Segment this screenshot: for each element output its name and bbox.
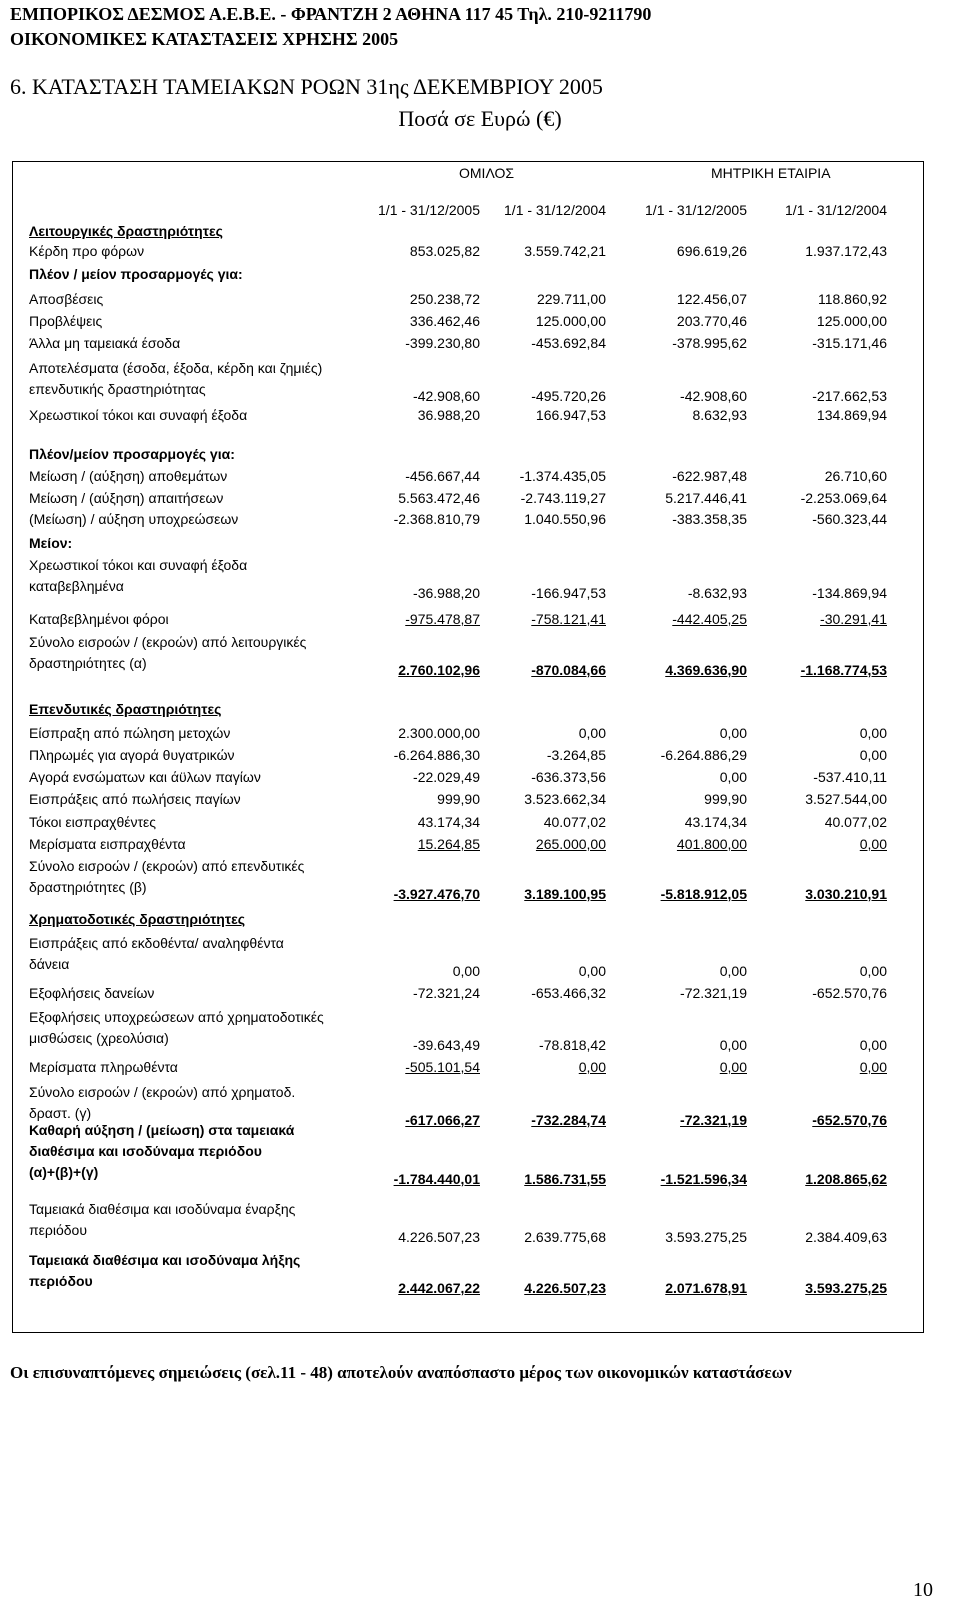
footer-note: Οι επισυναπτόμενες σημειώσεις (σελ.11 - 48) αποτελούν αναπόσπαστο μέρος των οικονομικών καταστάσεων — [10, 1363, 792, 1382]
row-value: 1.040.550,96 — [524, 511, 606, 527]
row-label: Πλέον/μείον προσαρμογές για: — [29, 446, 235, 462]
row-value: -732.284,74 — [531, 1112, 606, 1128]
row-label: δάνεια — [29, 956, 70, 972]
row-value: 0,00 — [859, 836, 887, 852]
row-label: επενδυτικής δραστηριότητας — [29, 381, 206, 397]
row-value: 134.869,94 — [816, 407, 887, 423]
company-header: ΕΜΠΟΡΙΚΟΣ ΔΕΣΜΟΣ Α.Ε.Β.Ε. - ΦΡΑΝΤΖΗ 2 ΑΘΗΝΑ 117 45 Τηλ. 210-9211790 — [10, 4, 652, 24]
currency-subtitle: Ποσά σε Ευρώ (€) — [398, 106, 562, 131]
row-value: 0,00 — [859, 725, 887, 741]
row-value: 0,00 — [719, 1037, 747, 1053]
row-value: 125.000,00 — [535, 313, 606, 329]
row-value: -72.321,19 — [680, 985, 747, 1001]
row-label: Καταβεβλημένοι φόροι — [29, 611, 169, 627]
cash-flow-table — [12, 161, 924, 1333]
row-value: -6.264.886,29 — [660, 747, 747, 763]
row-label: Ταμειακά διαθέσιμα και ισοδύναμα λήξης — [29, 1252, 301, 1268]
row-label: Κέρδη προ φόρων — [29, 243, 145, 259]
row-label: δραστηριότητες (α) — [29, 655, 147, 671]
row-label: Χρεωστικοί τόκοι και συναφή έξοδα — [29, 557, 248, 573]
row-value: 401.800,00 — [676, 836, 747, 852]
row-label: Σύνολο εισροών / (εκροών) από λειτουργικές — [29, 634, 307, 650]
period-header: 1/1 - 31/12/2005 — [645, 202, 747, 218]
row-value: 8.632,93 — [692, 407, 747, 423]
row-value: -622.987,48 — [672, 468, 747, 484]
row-value: 999,90 — [704, 791, 747, 807]
row-value: -134.869,94 — [812, 585, 887, 601]
row-label: μισθώσεις (χρεολύσια) — [29, 1030, 169, 1046]
row-value: 0,00 — [578, 1059, 606, 1075]
row-value: -3.927.476,70 — [393, 886, 480, 902]
row-value: 203.770,46 — [676, 313, 747, 329]
row-value: 40.077,02 — [824, 814, 887, 830]
period-header: 1/1 - 31/12/2004 — [785, 202, 887, 218]
row-label: Άλλα μη ταμειακά έσοδα — [29, 335, 181, 351]
row-value: 0,00 — [859, 1059, 887, 1075]
row-value: 5.217.446,41 — [665, 490, 747, 506]
row-value: -3.264,85 — [546, 747, 606, 763]
row-value: 0,00 — [452, 963, 480, 979]
row-label: Εξοφλήσεις δανείων — [29, 985, 155, 1001]
group-header-omilos: ΟΜΙΛΟΣ — [459, 165, 515, 181]
row-value: -453.692,84 — [531, 335, 606, 351]
row-value: -560.323,44 — [812, 511, 887, 527]
row-value: 265.000,00 — [535, 836, 606, 852]
row-label: Τόκοι εισπραχθέντες — [29, 814, 157, 830]
row-value: 3.030.210,91 — [805, 886, 887, 902]
row-label: Αποσβέσεις — [29, 291, 104, 307]
row-value: -72.321,19 — [680, 1112, 747, 1128]
row-value: 4.226.507,23 — [398, 1229, 480, 1245]
row-label: περιόδου — [29, 1273, 93, 1289]
row-value: 40.077,02 — [543, 814, 606, 830]
row-value: -399.230,80 — [405, 335, 480, 351]
row-value: 3.527.544,00 — [805, 791, 887, 807]
row-value: 0,00 — [859, 963, 887, 979]
row-value: -42.908,60 — [680, 388, 747, 404]
row-value: -39.643,49 — [413, 1037, 480, 1053]
row-value: -442.405,25 — [672, 611, 747, 627]
row-value: 3.189.100,95 — [524, 886, 606, 902]
statements-header: ΟΙΚΟΝΟΜΙΚΕΣ ΚΑΤΑΣΤΑΣΕΙΣ ΧΡΗΣΗΣ 2005 — [10, 29, 399, 49]
row-value: -652.570,76 — [812, 985, 887, 1001]
row-value: -383.358,35 — [672, 511, 747, 527]
row-label: δραστηριότητες (β) — [29, 879, 147, 895]
row-value: -617.066,27 — [405, 1112, 480, 1128]
row-value: 3.523.662,34 — [524, 791, 606, 807]
row-value: -78.818,42 — [539, 1037, 606, 1053]
row-value: 999,90 — [437, 791, 480, 807]
row-value: 26.710,60 — [824, 468, 887, 484]
row-value: 0,00 — [719, 725, 747, 741]
row-value: 36.988,20 — [417, 407, 480, 423]
row-label: Μερίσματα εισπραχθέντα — [29, 836, 186, 852]
row-value: -537.410,11 — [813, 769, 887, 785]
row-value: -636.373,56 — [531, 769, 606, 785]
row-label: Αποτελέσματα (έσοδα, έξοδα, κέρδη και ζημιές) — [29, 360, 323, 376]
row-value: 853.025,82 — [409, 243, 480, 259]
row-value: 0,00 — [719, 1059, 747, 1075]
row-label: Λειτουργικές δραστηριότητες — [29, 223, 223, 239]
row-value: 250.238,72 — [409, 291, 480, 307]
row-label: Μείωση / (αύξηση) αποθεμάτων — [29, 468, 228, 484]
row-value: -217.662,53 — [812, 388, 887, 404]
row-value: 122.456,07 — [676, 291, 747, 307]
row-label: Μείον: — [29, 535, 73, 551]
row-label: Εισπράξεις από εκδοθέντα/ αναληφθέντα — [29, 935, 284, 951]
row-value: -653.466,32 — [531, 985, 606, 1001]
row-value: 2.760.102,96 — [398, 662, 480, 678]
row-value: 43.174,34 — [684, 814, 747, 830]
row-label: Σύνολο εισροών / (εκροών) από επενδυτικές — [29, 858, 305, 874]
group-header-mitriki: ΜΗΤΡΙΚΗ ΕΤΑΙΡΙΑ — [711, 165, 831, 181]
row-value: 0,00 — [859, 747, 887, 763]
row-label: δραστ. (γ) — [29, 1105, 92, 1121]
row-value: 125.000,00 — [816, 313, 887, 329]
row-label: Προβλέψεις — [29, 313, 103, 329]
row-value: 3.593.275,25 — [665, 1229, 747, 1245]
row-value: -2.368.810,79 — [393, 511, 480, 527]
row-value: 0,00 — [719, 769, 747, 785]
row-value: 0,00 — [719, 963, 747, 979]
row-label: Αγορά ενσώματων και άϋλων παγίων — [29, 769, 261, 785]
row-value: 4.226.507,23 — [524, 1280, 606, 1296]
row-value: 15.264,85 — [417, 836, 480, 852]
row-value: 2.384.409,63 — [805, 1229, 887, 1245]
row-value: -495.720,26 — [531, 388, 606, 404]
row-value: 43.174,34 — [417, 814, 480, 830]
row-label: Εισπράξεις από πωλήσεις παγίων — [29, 791, 241, 807]
row-value: -2.253.069,64 — [800, 490, 887, 506]
row-label: Πληρωμές για αγορά θυγατρικών — [29, 747, 235, 763]
row-value: 0,00 — [859, 1037, 887, 1053]
row-value: 1.208.865,62 — [805, 1171, 887, 1187]
row-value: -2.743.119,27 — [520, 490, 606, 506]
row-value: 2.442.067,22 — [398, 1280, 480, 1296]
row-label: Ταμειακά διαθέσιμα και ισοδύναμα έναρξης — [29, 1201, 296, 1217]
row-value: -652.570,76 — [812, 1112, 887, 1128]
row-value: -8.632,93 — [687, 585, 747, 601]
row-value: 2.639.775,68 — [524, 1229, 606, 1245]
row-value: 118.860,92 — [817, 291, 887, 307]
row-value: 1.586.731,55 — [524, 1171, 606, 1187]
row-value: -166.947,53 — [531, 585, 606, 601]
row-value: 229.711,00 — [536, 291, 606, 307]
row-value: -72.321,24 — [413, 985, 480, 1001]
row-value: 696.619,26 — [676, 243, 747, 259]
row-value: -42.908,60 — [413, 388, 480, 404]
row-value: -315.171,46 — [812, 335, 887, 351]
row-value: 166.947,53 — [535, 407, 606, 423]
row-value: -758.121,41 — [531, 611, 606, 627]
row-label: (Μείωση) / αύξηση υποχρεώσεων — [29, 511, 239, 527]
row-value: 3.559.742,21 — [524, 243, 606, 259]
row-value: -30.291,41 — [820, 611, 887, 627]
row-value: 0,00 — [578, 725, 606, 741]
row-label: Χρεωστικοί τόκοι και συναφή έξοδα — [29, 407, 248, 423]
row-value: -378.995,62 — [672, 335, 747, 351]
row-label: Μείωση / (αύξηση) απαιτήσεων — [29, 490, 224, 506]
row-value: 2.071.678,91 — [665, 1280, 747, 1296]
period-header: 1/1 - 31/12/2005 — [378, 202, 480, 218]
row-label: καταβεβλημένα — [29, 578, 124, 594]
page-title: 6. ΚΑΤΑΣΤΑΣΗ ΤΑΜΕΙΑΚΩΝ ΡΟΩΝ 31ης ΔΕΚΕΜΒΡΙΟΥ 2005 — [10, 74, 603, 99]
row-value: -22.029,49 — [413, 769, 480, 785]
row-label: Σύνολο εισροών / (εκροών) από χρηματοδ. — [29, 1084, 296, 1100]
row-label: Μερίσματα πληρωθέντα — [29, 1059, 178, 1075]
row-value: -1.168.774,53 — [800, 662, 887, 678]
row-value: -456.667,44 — [405, 468, 480, 484]
row-value: 336.462,46 — [409, 313, 480, 329]
row-value: -6.264.886,30 — [393, 747, 480, 763]
row-value: 3.593.275,25 — [805, 1280, 887, 1296]
row-value: 5.563.472,46 — [398, 490, 480, 506]
row-value: -870.084,66 — [531, 662, 606, 678]
page-number: 10 — [913, 1579, 933, 1601]
row-value: -1.521.596,34 — [660, 1171, 747, 1187]
row-value: -5.818.912,05 — [660, 886, 747, 902]
row-label: διαθέσιμα και ισοδύναμα περιόδου — [29, 1143, 262, 1159]
row-label: Καθαρή αύξηση / (μείωση) στα ταμειακά — [29, 1122, 295, 1138]
row-label: Πλέον / μείον προσαρμογές για: — [29, 266, 243, 282]
row-value: 2.300.000,00 — [398, 725, 480, 741]
row-value: -36.988,20 — [413, 585, 480, 601]
row-label: (α)+(β)+(γ) — [29, 1164, 99, 1180]
row-value: 4.369.636,90 — [665, 662, 747, 678]
row-value: -1.374.435,05 — [519, 468, 606, 484]
row-label: Εξοφλήσεις υποχρεώσεων από χρηματοδοτικές — [29, 1009, 324, 1025]
row-value: 1.937.172,43 — [805, 243, 887, 259]
row-value: -1.784.440,01 — [393, 1171, 480, 1187]
row-label: περιόδου — [29, 1222, 87, 1238]
row-label: Χρηματοδοτικές δραστηριότητες — [29, 911, 246, 927]
row-value: -505.101,54 — [405, 1059, 480, 1075]
row-value: 0,00 — [578, 963, 606, 979]
row-value: -975.478,87 — [405, 611, 480, 627]
period-header: 1/1 - 31/12/2004 — [504, 202, 606, 218]
row-label: Επενδυτικές δραστηριότητες — [29, 701, 222, 717]
row-label: Είσπραξη από πώληση μετοχών — [29, 725, 231, 741]
